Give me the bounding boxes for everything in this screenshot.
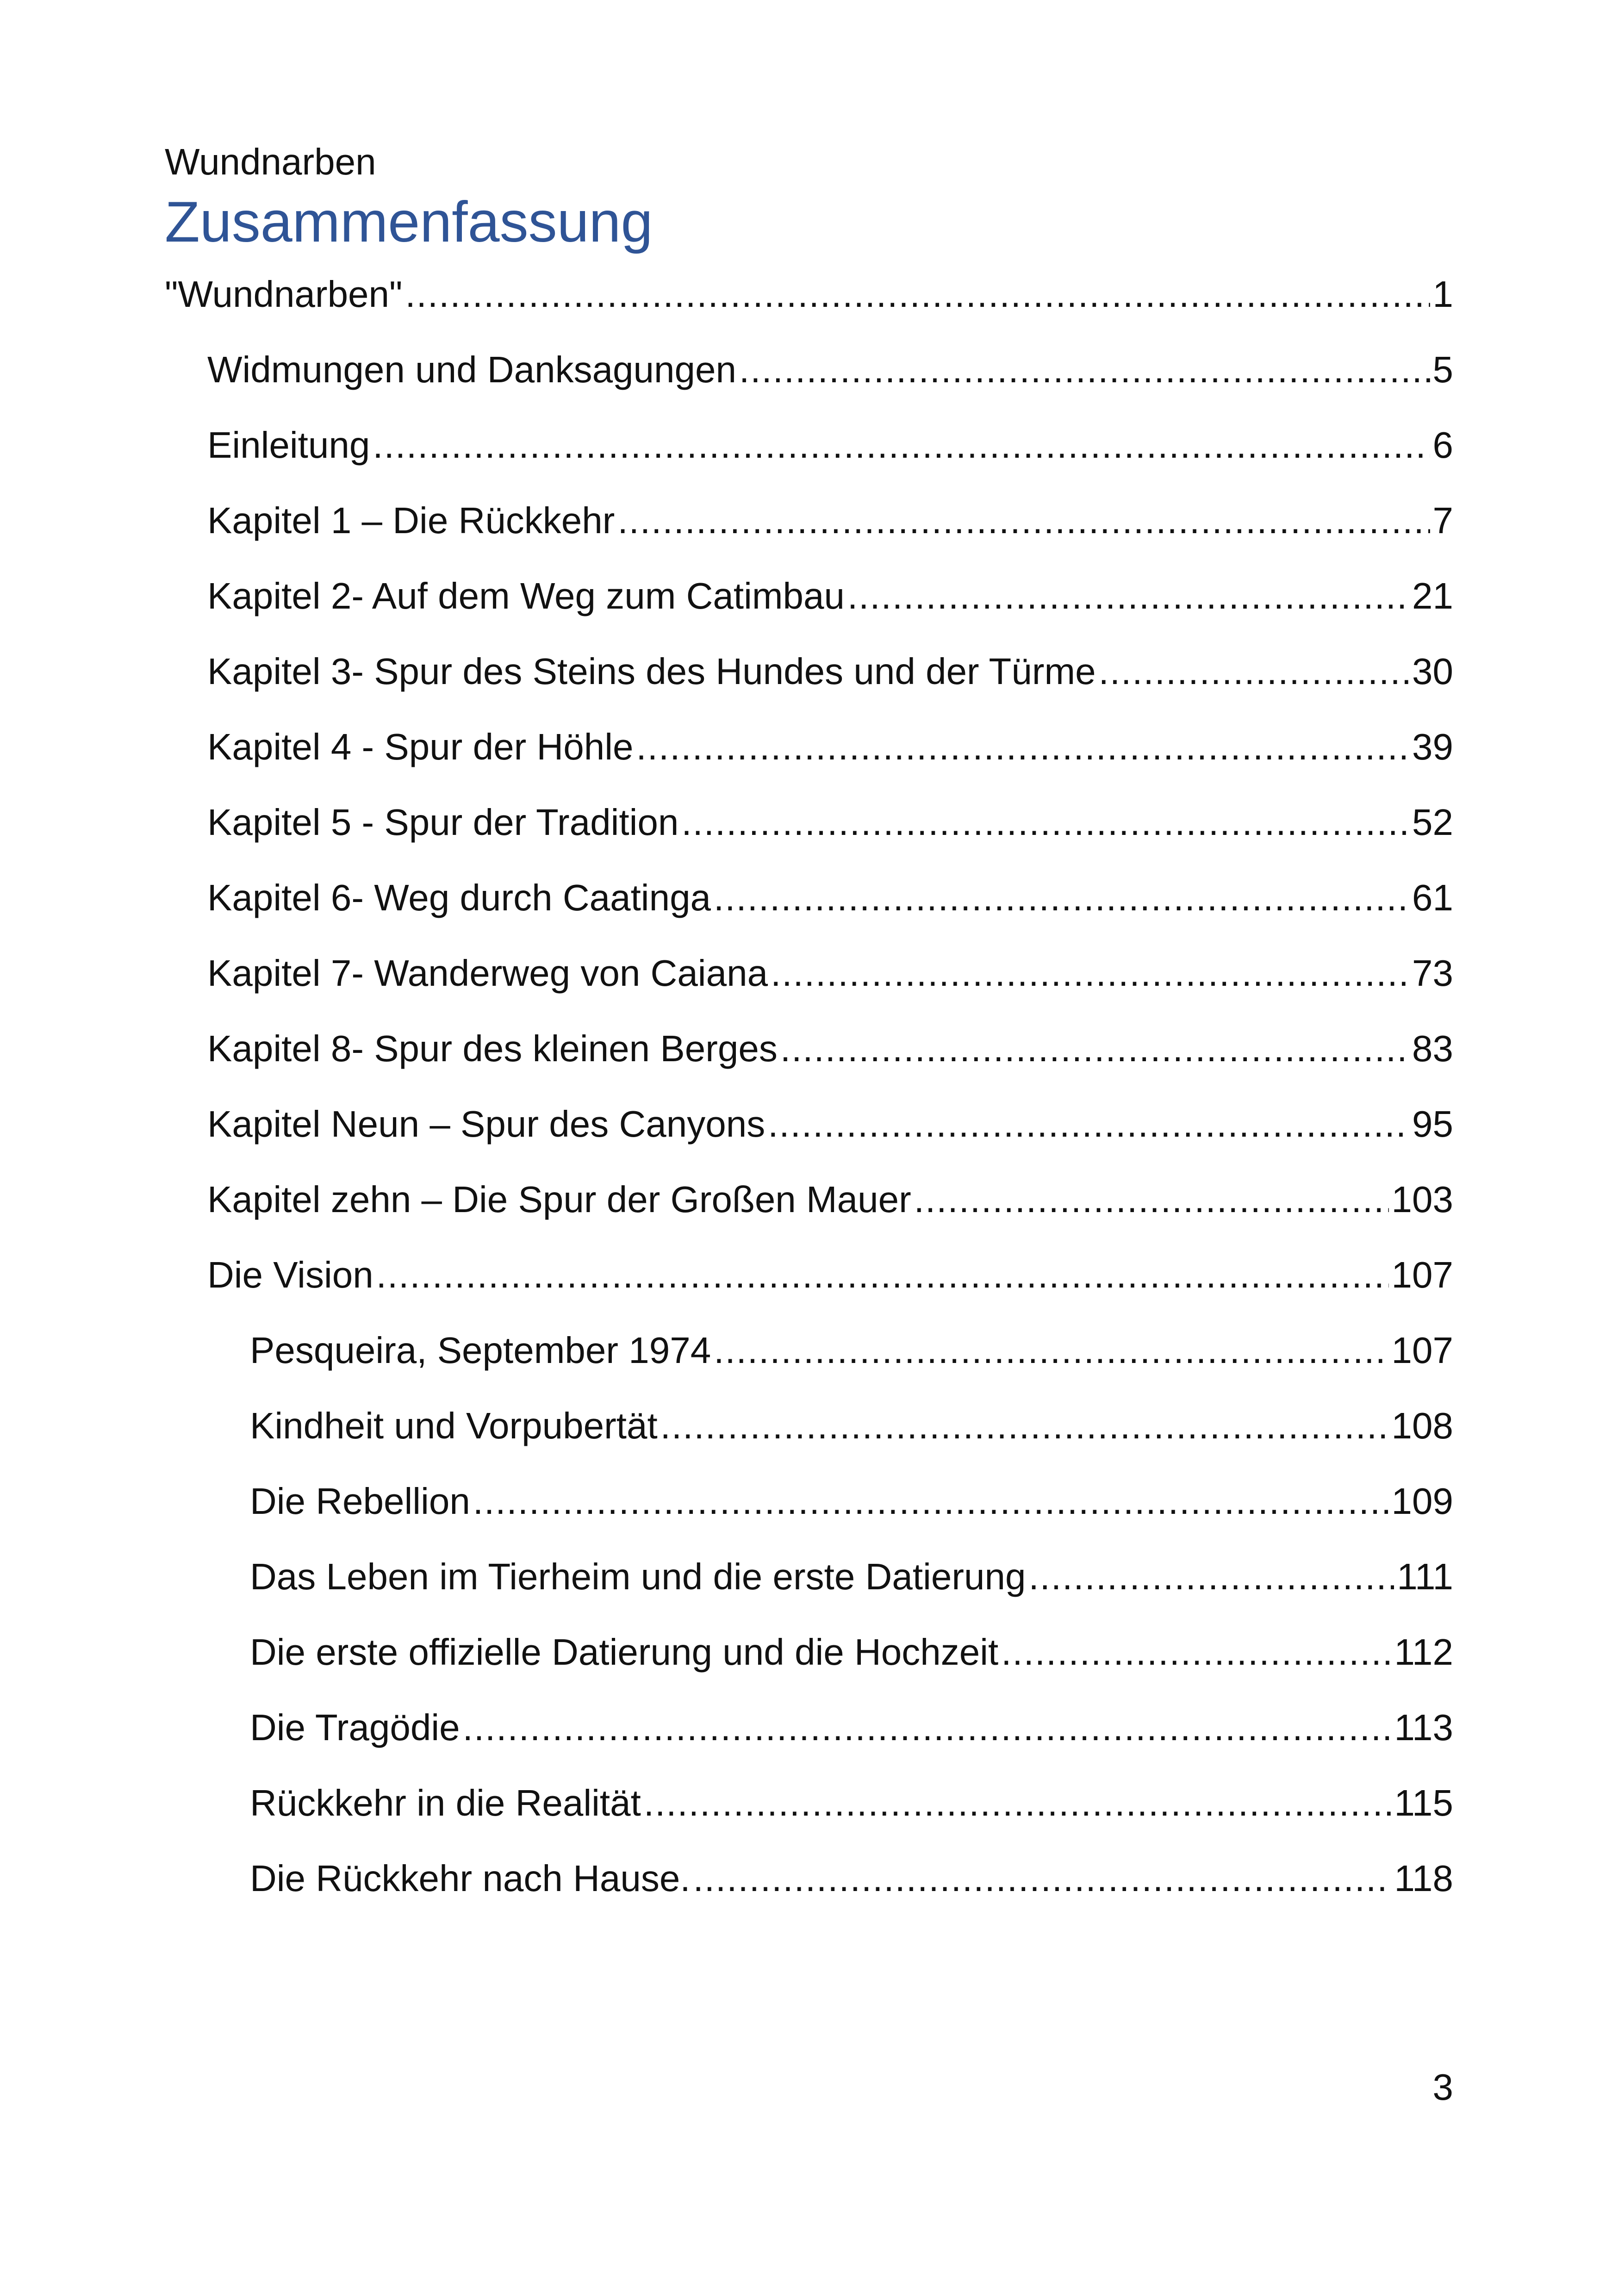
toc-dot-leader — [636, 721, 1410, 773]
toc-entry-title: Kapitel 2- Auf dem Weg zum Catimbau — [207, 575, 845, 616]
toc-dot-leader — [1099, 646, 1409, 697]
toc-dot-leader — [644, 1777, 1392, 1829]
toc-entry[interactable] — [250, 1551, 1453, 1603]
toc-heading: Zusammenfassung — [165, 190, 653, 254]
toc-entry[interactable] — [250, 1777, 1453, 1829]
toc-entry-page: 107 — [1391, 1254, 1453, 1295]
toc-dot-leader — [405, 268, 1430, 320]
toc-entry-title: Kapitel 4 - Spur der Höhle — [207, 726, 634, 767]
toc-entry[interactable] — [250, 1475, 1453, 1527]
toc-entry[interactable] — [207, 570, 1453, 622]
toc-dot-leader — [693, 1853, 1392, 1904]
toc-dot-leader — [463, 1702, 1392, 1754]
toc-entry-title: Die erste offizielle Datierung und die Hochzeit — [250, 1631, 999, 1673]
toc-entry-title: Widmungen und Danksagungen — [207, 349, 737, 390]
toc-entry-page: 109 — [1391, 1481, 1453, 1522]
toc-entry-page: 103 — [1391, 1179, 1453, 1220]
toc-entry-page: 7 — [1432, 500, 1453, 541]
toc-entry-title: Pesqueira, September 1974 — [250, 1330, 711, 1371]
toc-entry[interactable] — [250, 1325, 1453, 1376]
toc-entry-title: Kapitel 5 - Spur der Tradition — [207, 802, 679, 843]
toc-entry[interactable] — [250, 1626, 1453, 1678]
toc-entry-title: Kapitel zehn – Die Spur der Großen Mauer — [207, 1179, 911, 1220]
toc-entry-page: 83 — [1412, 1028, 1453, 1069]
toc-entry[interactable] — [207, 1098, 1453, 1150]
toc-entry-title: Einleitung — [207, 424, 370, 466]
toc-entry-page: 52 — [1412, 802, 1453, 843]
toc-entry[interactable] — [207, 495, 1453, 547]
toc-dot-leader — [771, 947, 1409, 999]
toc-entry[interactable] — [207, 419, 1453, 471]
toc-entry-title: Die Vision — [207, 1254, 373, 1295]
toc-entry-title: Rückkehr in die Realität — [250, 1782, 641, 1823]
toc-dot-leader — [373, 419, 1430, 471]
toc-entry-page: 6 — [1432, 424, 1453, 466]
toc-entry[interactable] — [250, 1702, 1453, 1754]
toc-entry-page: 107 — [1391, 1330, 1453, 1371]
toc-entry[interactable] — [207, 1249, 1453, 1301]
toc-entry-page: 73 — [1412, 952, 1453, 994]
toc-dot-leader — [780, 1023, 1409, 1075]
toc-dot-leader — [914, 1174, 1389, 1226]
toc-entry[interactable] — [165, 268, 1453, 320]
toc-entry-title: Kapitel 7- Wanderweg von Caiana — [207, 952, 768, 994]
toc-entry-title: Kapitel 1 – Die Rückkehr — [207, 500, 615, 541]
toc-entry-page: 112 — [1394, 1631, 1453, 1673]
toc-entry[interactable] — [207, 1023, 1453, 1075]
toc-entry-title: "Wundnarben" — [165, 274, 403, 315]
toc-entry-page: 111 — [1397, 1556, 1453, 1597]
toc-entry-title: Kapitel 3- Spur des Steins des Hundes und der Türme — [207, 651, 1096, 692]
toc-dot-leader — [660, 1400, 1389, 1452]
toc-entry[interactable] — [207, 646, 1453, 697]
toc-dot-leader — [768, 1098, 1409, 1150]
toc-entry[interactable] — [207, 947, 1453, 999]
toc-dot-leader — [714, 872, 1409, 924]
toc-entry[interactable] — [207, 796, 1453, 848]
toc-entry-page: 61 — [1412, 877, 1453, 918]
toc-entry-page: 1 — [1432, 274, 1453, 315]
toc-dot-leader — [473, 1475, 1389, 1527]
page-number: 3 — [1432, 2066, 1453, 2108]
toc-dot-leader — [376, 1249, 1389, 1301]
toc-dot-leader — [714, 1325, 1388, 1376]
toc-entry-page: 108 — [1391, 1405, 1453, 1446]
toc-entry-title: Kapitel 8- Spur des kleinen Berges — [207, 1028, 778, 1069]
toc-entry-page: 5 — [1432, 349, 1453, 390]
toc-entry-title: Die Rebellion — [250, 1481, 470, 1522]
toc-entry[interactable] — [207, 1174, 1453, 1226]
toc-dot-leader — [739, 344, 1430, 396]
toc-entry[interactable] — [207, 344, 1453, 396]
toc-entry-page: 95 — [1412, 1103, 1453, 1145]
toc-entry-title: Die Tragödie — [250, 1707, 460, 1748]
toc-entry-title: Kindheit und Vorpubertät — [250, 1405, 658, 1446]
toc-entry-page: 39 — [1412, 726, 1453, 767]
toc-entry-page: 113 — [1394, 1707, 1453, 1748]
toc-entry-page: 118 — [1394, 1858, 1453, 1899]
toc-dot-leader — [1028, 1551, 1394, 1603]
toc-dot-leader — [847, 570, 1409, 622]
toc-entry-title: Kapitel 6- Weg durch Caatinga — [207, 877, 711, 918]
toc-entry[interactable] — [207, 721, 1453, 773]
toc-dot-leader — [1001, 1626, 1391, 1678]
toc-entry-page: 115 — [1394, 1782, 1453, 1823]
toc-entry-title: Die Rückkehr nach Hause. — [250, 1858, 691, 1899]
toc-dot-leader — [617, 495, 1430, 547]
toc-entry[interactable] — [207, 872, 1453, 924]
toc-entry[interactable] — [250, 1400, 1453, 1452]
toc-entry-page: 21 — [1412, 575, 1453, 616]
book-title: Wundnarben — [165, 141, 376, 182]
toc-entry-title: Das Leben im Tierheim und die erste Datierung — [250, 1556, 1026, 1597]
toc-entry-title: Kapitel Neun – Spur des Canyons — [207, 1103, 765, 1145]
toc-dot-leader — [681, 796, 1409, 848]
toc-entry[interactable] — [250, 1853, 1453, 1904]
toc-entry-page: 30 — [1412, 651, 1453, 692]
